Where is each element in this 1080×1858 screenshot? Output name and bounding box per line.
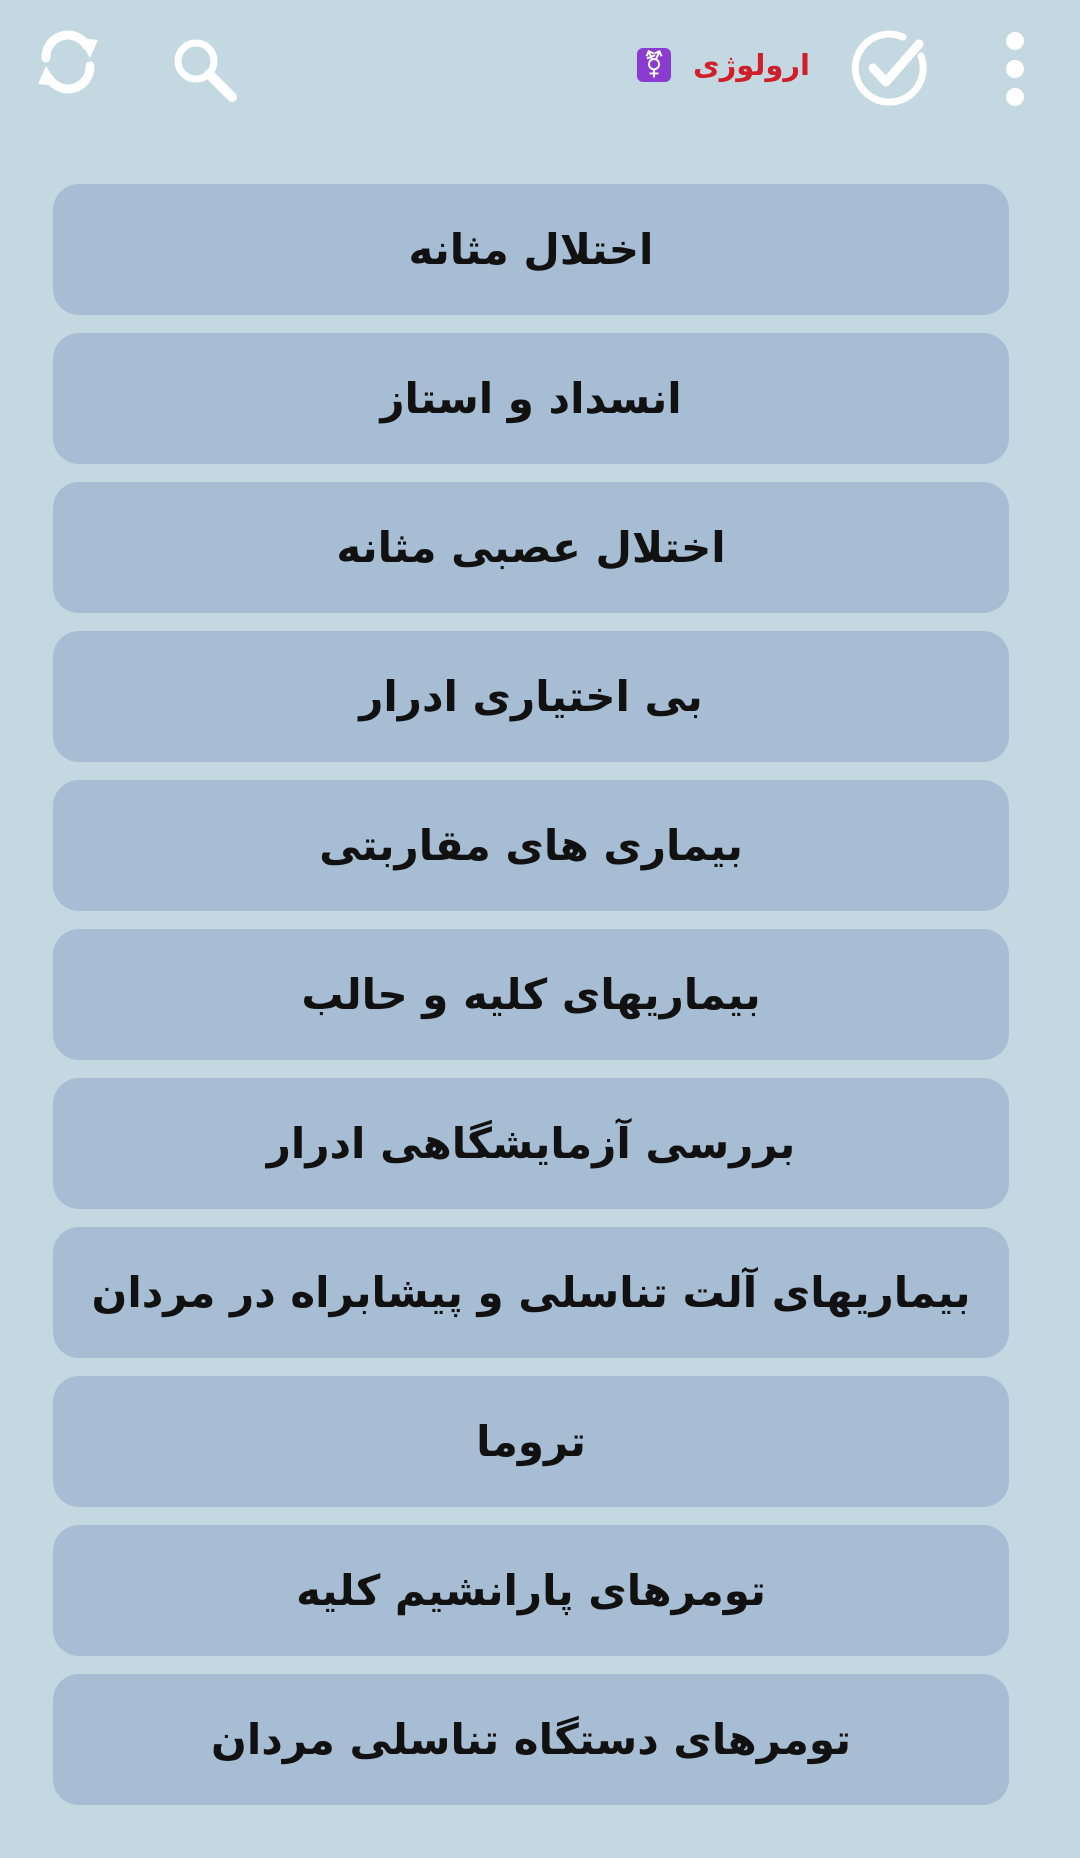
list-item-label: بیماری های مقاربتی — [319, 821, 743, 870]
list-item[interactable] — [53, 482, 1009, 613]
list-item-label: بیماریهای کلیه و حالب — [301, 970, 761, 1019]
list-item[interactable] — [53, 184, 1009, 315]
list-item-label: تروما — [476, 1417, 586, 1466]
list-item-label: تومرهای پارانشیم کلیه — [296, 1566, 766, 1615]
list-item[interactable] — [53, 1078, 1009, 1209]
list-item-label: اختلال عصبی مثانه — [336, 523, 726, 572]
search-button[interactable] — [165, 30, 245, 110]
top-toolbar — [0, 0, 1080, 140]
list-item[interactable] — [53, 1376, 1009, 1507]
app-title: ارولوژی — [692, 48, 810, 82]
search-icon — [170, 35, 240, 105]
list-item[interactable] — [53, 333, 1009, 464]
list-item[interactable] — [53, 1674, 1009, 1805]
check-circle-icon — [847, 26, 933, 112]
list-item[interactable] — [53, 631, 1009, 762]
list-item-label: انسداد و استاز — [380, 374, 682, 423]
list-item-label: بررسی آزمایشگاهی ادرار — [266, 1119, 796, 1168]
list-item-label: تومرهای دستگاه تناسلی مردان — [210, 1715, 852, 1764]
list-item-label: اختلال مثانه — [408, 225, 654, 274]
topic-list — [53, 184, 1009, 1823]
transgender-symbol-icon: ⚧ — [637, 48, 671, 82]
list-item-label: بیماریهای آلت تناسلی و پیشابراه در مردان — [91, 1268, 971, 1317]
overflow-menu-button[interactable] — [985, 26, 1045, 112]
list-item[interactable] — [53, 929, 1009, 1060]
list-item[interactable] — [53, 780, 1009, 911]
list-item[interactable] — [53, 1525, 1009, 1656]
done-button[interactable] — [840, 26, 940, 112]
title-area — [637, 40, 810, 90]
sync-icon — [32, 26, 104, 98]
sync-button[interactable] — [28, 22, 108, 102]
list-item[interactable] — [53, 1227, 1009, 1358]
more-vertical-icon — [1000, 29, 1030, 109]
list-item-label: بی اختیاری ادرار — [359, 672, 703, 721]
